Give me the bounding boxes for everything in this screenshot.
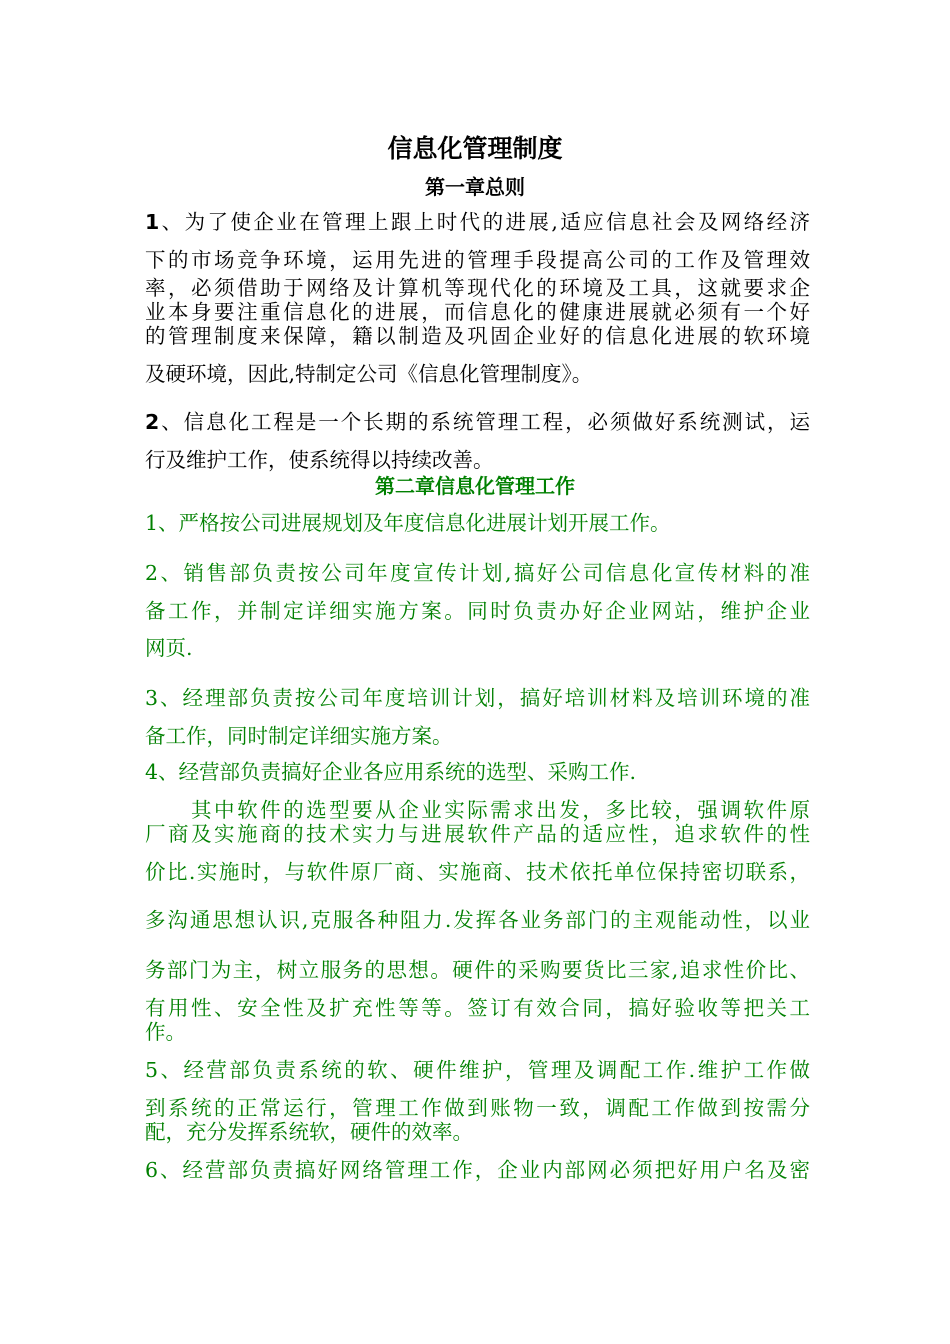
ch2-line-5: 3、经理部负责按公司年度培训计划，搞好培训材料及培训环境的准	[145, 686, 810, 710]
ch1-para2-line-1: 2、信息化工程是一个长期的系统管理工程，必须做好系统测试，运	[145, 410, 810, 434]
ch2-line-9: 厂商及实施商的技术实力与进展软件产品的适应性，追求软件的性	[145, 822, 810, 846]
document-title: 信息化管理制度	[387, 134, 563, 163]
ch2-line-3: 备工作，并制定详细实施方案。同时负责办好企业网站，维护企业	[145, 599, 810, 623]
ch1-para1-line-4: 业本身要注重信息化的进展，而信息化的健康进展就必须有一个好	[145, 300, 810, 324]
ch2-line-7: 4、经营部负责搞好企业各应用系统的选型、采购工作.	[145, 760, 637, 784]
chapter1-heading: 第一章总则	[425, 175, 525, 199]
ch2-line-11: 多沟通思想认识,克服各种阻力.发挥各业务部门的主观能动性，以业	[145, 908, 810, 932]
chapter2-heading: 第二章信息化管理工作	[375, 474, 575, 498]
ch2-line-14: 作。	[145, 1020, 186, 1044]
ch1-para1-line-5: 的管理制度来保障，籍以制造及巩固企业好的信息化进展的软环境	[145, 324, 810, 348]
ch2-line-13: 有用性、安全性及扩充性等等。签订有效合同，搞好验收等把关工	[145, 996, 810, 1020]
ch1-para1-number: 1	[145, 210, 160, 234]
ch2-line-17: 配，充分发挥系统软，硬件的效率。	[145, 1120, 473, 1144]
ch2-line-2: 2、销售部负责按公司年度宣传计划,搞好公司信息化宣传材料的准	[145, 561, 810, 585]
ch1-para1-line-6: 及硬环境，因此,特制定公司《信息化管理制度》。	[145, 362, 593, 386]
ch1-para2-number: 2	[145, 410, 160, 434]
ch2-line-15: 5、经营部负责系统的软、硬件维护，管理及调配工作.维护工作做	[145, 1058, 810, 1082]
ch2-line-10: 价比.实施时，与软件原厂商、实施商、技术依托单位保持密切联系，	[145, 860, 810, 884]
ch2-line-4: 网页.	[145, 636, 193, 660]
ch1-para1-line-1: 1、为了使企业在管理上跟上时代的进展,适应信息社会及网络经济	[145, 210, 810, 234]
ch1-para2-line-2: 行及维护工作，使系统得以持续改善。	[145, 448, 494, 472]
ch1-para1-line-3: 率，必须借助于网络及计算机等现代化的环境及工具，这就要求企	[145, 276, 810, 300]
ch2-line-1: 1、严格按公司进展规划及年度信息化进展计划开展工作。	[145, 511, 671, 535]
ch2-line-8: 其中软件的选型要从企业实际需求出发，多比较，强调软件原	[145, 798, 810, 822]
ch2-line-6: 备工作，同时制定详细实施方案。	[145, 724, 453, 748]
ch1-para1-line-2: 下的市场竞争环境，运用先进的管理手段提高公司的工作及管理效	[145, 248, 810, 272]
ch2-line-16: 到系统的正常运行，管理工作做到账物一致，调配工作做到按需分	[145, 1096, 810, 1120]
ch2-line-12: 务部门为主，树立服务的思想。硬件的采购要货比三家,追求性价比、	[145, 958, 810, 982]
ch2-line-18: 6、经营部负责搞好网络管理工作，企业内部网必须把好用户名及密	[145, 1158, 810, 1182]
